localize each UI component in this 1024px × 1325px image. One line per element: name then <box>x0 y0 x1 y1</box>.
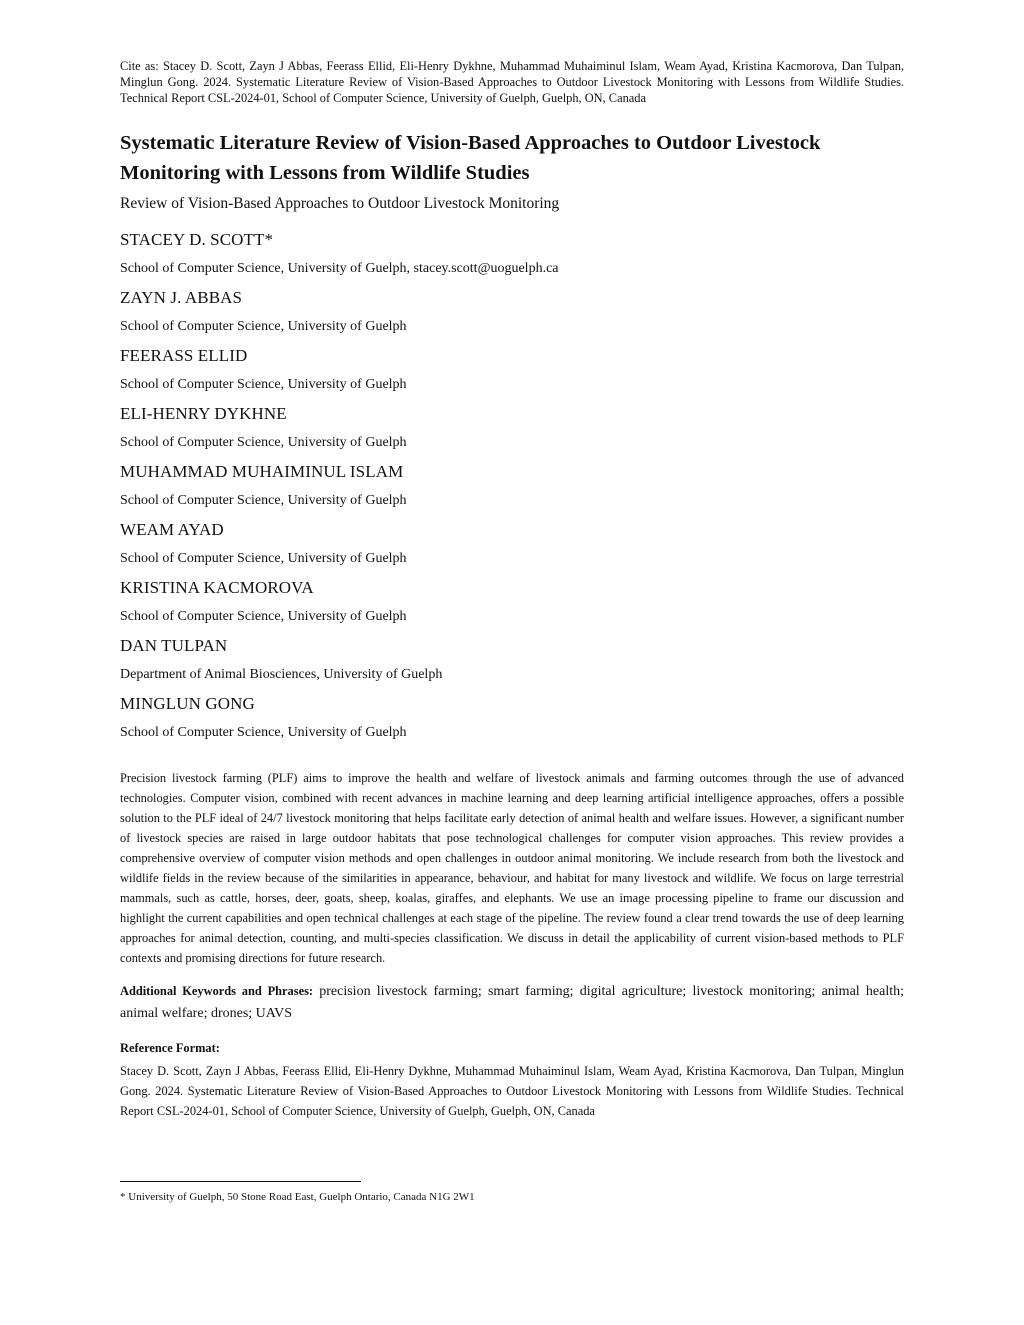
paper-title-line-2: Monitoring with Lessons from Wildlife Studies <box>120 162 530 184</box>
paper-page <box>120 58 904 1121</box>
paper-title <box>120 128 904 188</box>
author-affiliation: School of Computer Science, University of Guelph <box>120 377 407 392</box>
author-affiliation: School of Computer Science, University of Guelph <box>120 725 407 740</box>
author-name: FEERASS ELLID <box>120 346 248 365</box>
reference-format-text: Stacey D. Scott, Zayn J Abbas, Feerass Ellid, Eli-Henry Dykhne, Muhammad Muhaiminul Islam, Weam Ayad, Kristina Kacmorova, Dan Tulpan, Minglun Gong. 2024. Systematic Literature Review of Vision-Based Approaches to Outdoor Livestock Monitoring with Lessons from Wildlife Studies. Technical Report CSL-2024-01, School of Computer Science, University of Guelph, Guelph, ON, Canada <box>120 1064 904 1118</box>
author-affiliation: School of Computer Science, University of Guelph <box>120 435 407 450</box>
author-name: ELI-HENRY DYKHNE <box>120 404 287 423</box>
paper-subtitle: Review of Vision-Based Approaches to Outdoor Livestock Monitoring <box>120 195 560 212</box>
author-entry <box>120 336 904 394</box>
author-entry <box>120 510 904 568</box>
author-affiliation: School of Computer Science, University of Guelph <box>120 551 407 566</box>
author-entry <box>120 220 904 278</box>
paper-title-line-1: Systematic Literature Review of Vision-Based Approaches to Outdoor Livestock <box>120 132 821 154</box>
reference-format-label: Reference Format: <box>120 1041 220 1055</box>
author-name: DAN TULPAN <box>120 636 228 655</box>
author-entry <box>120 684 904 742</box>
footnote-divider <box>120 1181 361 1182</box>
keywords-text: precision livestock farming; smart farming; digital agriculture; livestock monitoring; animal health; animal welfare; drones; UAVS <box>120 984 904 1021</box>
author-name: ZAYN J. ABBAS <box>120 288 243 307</box>
author-affiliation: School of Computer Science, University of Guelph, stacey.scott@uoguelph.ca <box>120 261 559 276</box>
footnote: * University of Guelph, 50 Stone Road East, Guelph Ontario, Canada N1G 2W1 <box>120 1191 475 1203</box>
keywords-paragraph <box>120 980 904 1025</box>
abstract: Precision livestock farming (PLF) aims to improve the health and welfare of livestock animals and farming outcomes through the use of advanced technologies. Computer vision, combined with recent advances in machine learning and deep learning artificial intelligence approaches, offers a possible solution to the PLF ideal of 24/7 livestock monitoring that helps facilitate early detection of animal health and welfare issues. However, a significant number of livestock species are raised in large outdoor habitats that pose technological challenges for computer vision approaches. This review provides a comprehensive overview of computer vision methods and open challenges in outdoor animal monitoring. We include research from both the livestock and wildlife fields in the review because of the similarities in appearance, behaviour, and habitat for many livestock and wildlife. We focus on large terrestrial mammals, such as cattle, horses, deer, goats, sheep, koalas, giraffes, and elephants. We use an image processing pipeline to frame our discussion and highlight the current capabilities and open technical challenges at each stage of the pipeline. The review found a clear trend towards the use of deep learning approaches for animal detection, counting, and multi-species classification. We discuss in detail the applicability of current vision-based methods to PLF contexts and promising directions for future research. <box>120 771 904 965</box>
author-name: KRISTINA KACMOROVA <box>120 578 314 597</box>
author-entry <box>120 568 904 626</box>
author-name: STACEY D. SCOTT* <box>120 230 274 249</box>
author-name: MINGLUN GONG <box>120 694 255 713</box>
cite-as-note: Cite as: Stacey D. Scott, Zayn J Abbas, Feerass Ellid, Eli-Henry Dykhne, Muhammad Muhaiminul Islam, Weam Ayad, Kristina Kacmorova, Dan Tulpan, Minglun Gong. 2024. Systematic Literature Review of Vision-Based Approaches to Outdoor Livestock Monitoring with Lessons from Wildlife Studies. Technical Report CSL-2024-01, School of Computer Science, University of Guelph, Guelph, ON, Canada <box>120 59 904 105</box>
author-affiliation: School of Computer Science, University of Guelph <box>120 609 407 624</box>
author-name: MUHAMMAD MUHAIMINUL ISLAM <box>120 462 404 481</box>
author-list <box>120 220 904 742</box>
author-affiliation: School of Computer Science, University of Guelph <box>120 319 407 334</box>
author-entry <box>120 394 904 452</box>
author-entry <box>120 278 904 336</box>
keywords-label: Additional Keywords and Phrases: <box>120 984 314 998</box>
author-entry <box>120 626 904 684</box>
author-affiliation: Department of Animal Biosciences, University of Guelph <box>120 667 443 682</box>
author-entry <box>120 452 904 510</box>
author-affiliation: School of Computer Science, University of Guelph <box>120 493 407 508</box>
author-name: WEAM AYAD <box>120 520 224 539</box>
